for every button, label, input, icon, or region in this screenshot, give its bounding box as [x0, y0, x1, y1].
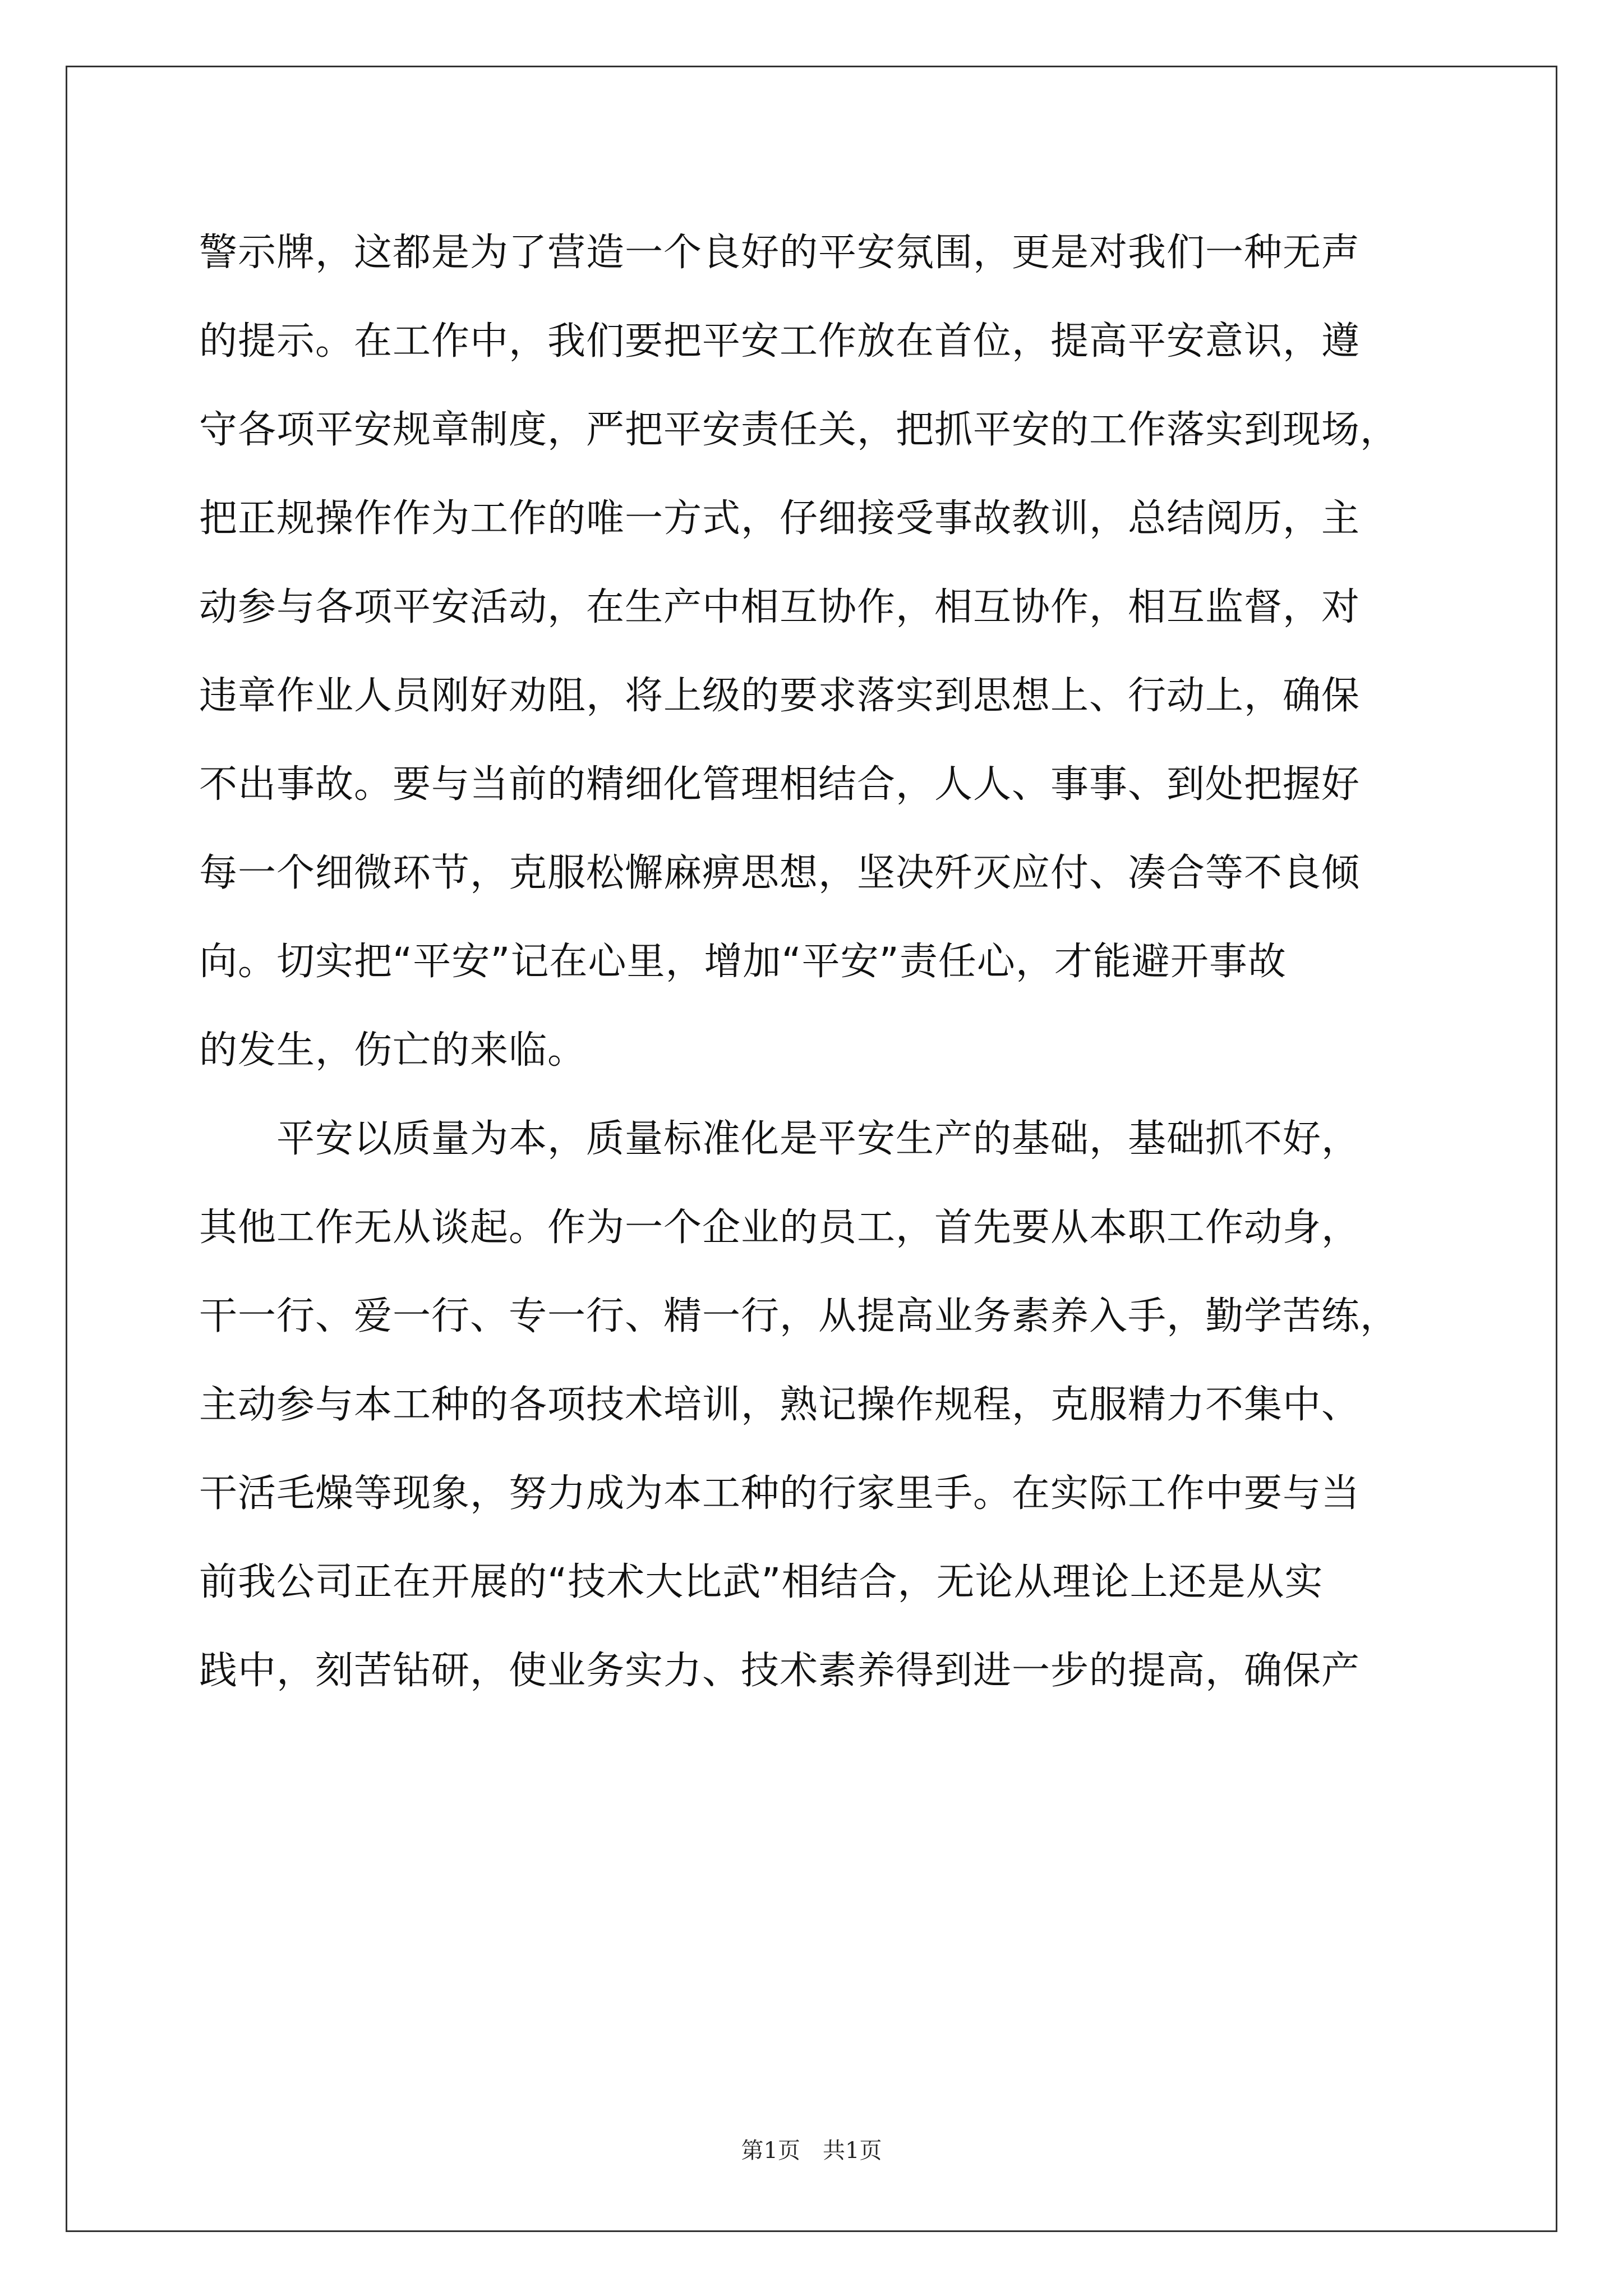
text-line: 每一个细微环节，克服松懈麻痹思想，坚决歼灭应付、凑合等不良倾 — [199, 851, 1361, 895]
text-line: 把正规操作作为工作的唯一方式，仔细接受事故教训，总结阅历，主 — [199, 496, 1361, 541]
text-line: 的发生，伤亡的来临。 — [199, 1028, 587, 1073]
text-line: 守各项平安规章制度，严把平安责任关，把抓平安的工作落实到现场， — [199, 408, 1399, 452]
text-line: 干活毛燥等现象，努力成为本工种的行家里手。在实际工作中要与当 — [199, 1471, 1361, 1516]
text-line: 违章作业人员刚好劝阻，将上级的要求落实到思想上、行动上，确保 — [199, 674, 1361, 718]
text-line: 平安以质量为本，质量标准化是平安生产的基础，基础抓不好， — [199, 1117, 1361, 1161]
text-line: 的提示。在工作中，我们要把平安工作放在首位，提高平安意识，遵 — [199, 319, 1361, 364]
text-line: 其他工作无从谈起。作为一个企业的员工，首先要从本职工作动身， — [199, 1205, 1361, 1250]
text-line: 不出事故。要与当前的精细化管理相结合，人人、事事、到处把握好 — [199, 762, 1361, 807]
text-line: 前我公司正在开展的“技术大比武”相结合，无论从理论上还是从实 — [199, 1560, 1324, 1604]
text-line: 向。切实把“平安”记在心里，增加“平安”责任心，才能避开事故 — [199, 940, 1287, 984]
text-line: 警示牌，这都是为了营造一个良好的平安氛围，更是对我们一种无声 — [199, 231, 1361, 275]
text-line: 践中，刻苦钻研，使业务实力、技术素养得到进一步的提高，确保产 — [199, 1649, 1361, 1693]
page-footer: 第1页 共1页 — [741, 2138, 882, 2164]
text-line: 主动参与本工种的各项技术培训，熟记操作规程，克服精力不集中、 — [199, 1383, 1361, 1427]
text-line: 动参与各项平安活动，在生产中相互协作，相互协作，相互监督，对 — [199, 585, 1361, 629]
text-line: 干一行、爱一行、专一行、精一行，从提高业务素养入手，勤学苦练， — [199, 1294, 1399, 1338]
body-text — [199, 209, 1444, 1715]
